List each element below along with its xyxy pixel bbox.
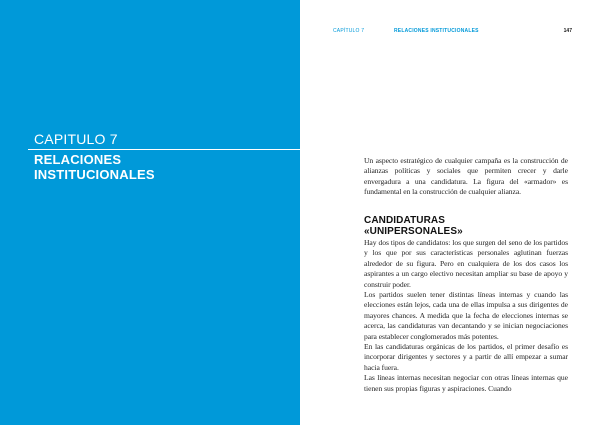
intro-paragraph: Un aspecto estratégico de cualquier campaña es la construcción de alianzas políticas y sociales que permiten crecer y darle envergadura a una candidatura. La figura del «armador» es fundamental en la construcción de cualquier alianza. xyxy=(364,156,568,197)
running-head xyxy=(333,26,572,36)
section-heading-line-2: «UNIPERSONALES» xyxy=(364,226,463,237)
section-heading-line-1: CANDIDATURAS xyxy=(364,215,446,226)
body-paragraph: Las líneas internas necesitan negociar con otras líneas internas que tienen sus propias figuras y aspiraciones. Cuando xyxy=(364,373,568,393)
section-heading xyxy=(364,215,568,237)
section-body xyxy=(364,238,568,394)
running-head-chapter: CAPÍTULO 7 xyxy=(333,28,365,34)
body-paragraph: En las candidaturas orgánicas de los partidos, el primer desafío es incorporar dirigentes y sectores y a partir de allí empezar a sumar hacia fuera. xyxy=(364,342,568,372)
page-number: 147 xyxy=(563,28,572,34)
chapter-divider xyxy=(28,149,300,150)
chapter-title-line-1: RELACIONES xyxy=(34,152,122,167)
body-paragraph: Los partidos suelen tener distintas líneas internas y cuando las elecciones están lejos, cada una de ellas impulsa a sus dirigentes de mayores chances. A medida que la fecha de elecciones internas se acerca, las candidaturas van decantando y se inician negociaciones para establecer conglomerados más potentes. xyxy=(364,290,568,341)
chapter-title-line-2: INSTITUCIONALES xyxy=(34,167,155,182)
chapter-label: CAPITULO 7 xyxy=(34,131,118,147)
running-head-title: RELACIONES INSTITUCIONALES xyxy=(394,28,479,34)
text-page xyxy=(300,0,600,425)
chapter-title xyxy=(34,152,155,182)
body-paragraph: Hay dos tipos de candidatos: los que surgen del seno de los partidos y los que por sus características personales aglutinan fuerzas alrededor de su figura. Pero en cualquiera de los dos casos los aspirantes a un cargo electivo necesitan ampliar su base de apoyo y construir poder. xyxy=(364,238,568,289)
